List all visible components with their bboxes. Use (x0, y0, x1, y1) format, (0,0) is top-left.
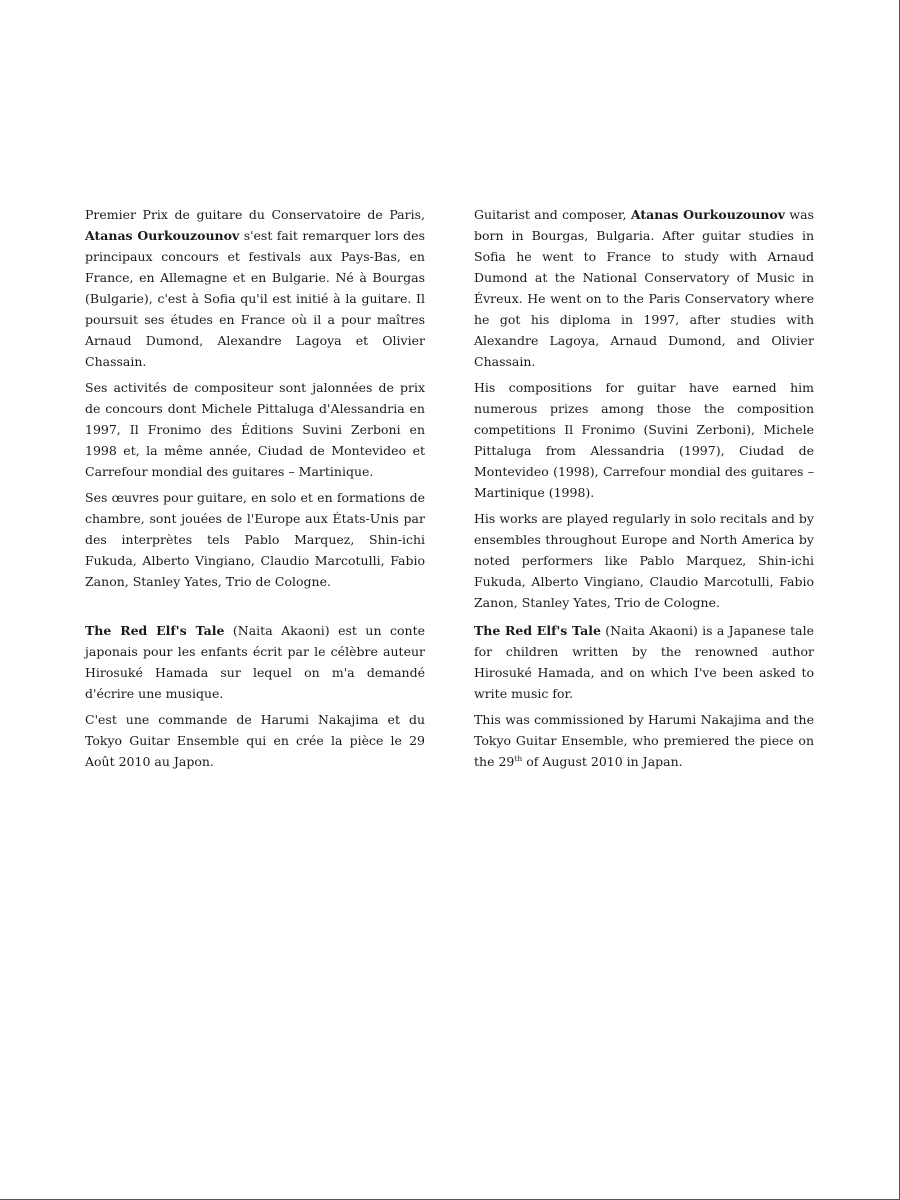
english-bio-p1-body: was born in Bourgas, Bulgaria. After guitar studies in Sofia he went to France to study with Arnaud Dumond at the National Conservatory of Music in Évreux. He went on to the Paris Conservatory where he got his diploma in 1997, after studies with Alexandre Lagoya, Arnaud Dumond, and Olivier Chassain. (474, 207, 814, 369)
composer-name-fr: Atanas Ourkouzounov (85, 228, 240, 243)
english-tale-p1-body: (Naita Akaoni) is a Japanese tale for children written by the renowned author Hirosuké Hamada, and on which I've been asked to write music for. (474, 623, 815, 701)
english-bio-paragraph-3: His works are played regularly in solo recitals and by ensembles throughout Europe and North America by noted performers like Pablo Marquez, Shin-ichi Fukuda, Alberto Vingiano, Claudio Marcotulli, Fabio Zanon, Stanley Yates, Trio de Cologne. (474, 511, 814, 610)
english-tale-p2-intro: This was commissioned by Harumi Nakajima and the Tokyo Guitar Ensemble, who premiered the piece on the 29 (474, 712, 814, 769)
work-title-fr: The Red Elf's Tale (85, 623, 225, 638)
french-bio-paragraph-1 (85, 204, 425, 372)
french-bio-paragraph-2: Ses activités de compositeur sont jalonnées de prix de concours dont Michele Pittaluga d'Alessandria en 1997, Il Fronimo des Éditions Suvini Zerboni en 1998 et, la même année, Ciudad de Montevideo et Carrefour mondial des guitares – Martinique. (85, 380, 425, 479)
french-tale-p1-body: (Naita Akaoni) est un conte japonais pour les enfants écrit par le célèbre auteur Hirosuké Hamada sur lequel on m'a demandé d'écrire une musique. (85, 623, 425, 701)
english-bio-paragraph-1 (474, 204, 814, 372)
french-tale-paragraph-2: C'est une commande de Harumi Nakajima et du Tokyo Guitar Ensemble qui en crée la pièce le 29 Août 2010 au Japon. (85, 712, 425, 769)
french-tale-section (85, 620, 425, 777)
french-bio-p1-body: s'est fait remarquer lors des principaux concours et festivals aux Pays-Bas, en France, en Allemagne et en Bulgarie. Né à Bourgas (Bulgarie), c'est à Sofia qu'il est initié à la guitare. Il poursuit ses études en France où il a pour maîtres Arnaud Dumond, Alexandre Lagoya et Olivier Chassain. (85, 228, 425, 369)
french-bio-section (85, 204, 425, 597)
french-bio-p1-intro: Premier Prix de guitare du Conservatoire de Paris, (85, 207, 425, 222)
english-bio-section (474, 204, 814, 618)
french-tale-paragraph-1 (85, 620, 425, 704)
english-tale-section (474, 620, 814, 777)
english-bio-paragraph-2: His compositions for guitar have earned him numerous prizes among those the composition competitions Il Fronimo (Suvini Zerboni), Michele Pittaluga from Alessandria (1997), Ciudad de Montevideo (1998), Carrefour mondial des guitares – Martinique (1998). (474, 380, 814, 500)
english-tale-p2-end: of August 2010 in Japan. (526, 754, 683, 769)
composer-name-en: Atanas Ourkouzounov (630, 207, 786, 222)
ordinal-suffix: th (514, 753, 523, 763)
english-tale-paragraph-1 (474, 620, 814, 704)
french-bio-paragraph-3: Ses œuvres pour guitare, en solo et en formations de chambre, sont jouées de l'Europe aux États-Unis par des interprètes tels Pablo Marquez, Shin-ichi Fukuda, Alberto Vingiano, Claudio Marcotulli, Fabio Zanon, Stanley Yates, Trio de Cologne. (85, 490, 425, 589)
english-bio-p1-intro: Guitarist and composer, (474, 207, 627, 222)
work-title-en: The Red Elf's Tale (474, 623, 601, 638)
english-tale-paragraph-2 (474, 709, 814, 772)
